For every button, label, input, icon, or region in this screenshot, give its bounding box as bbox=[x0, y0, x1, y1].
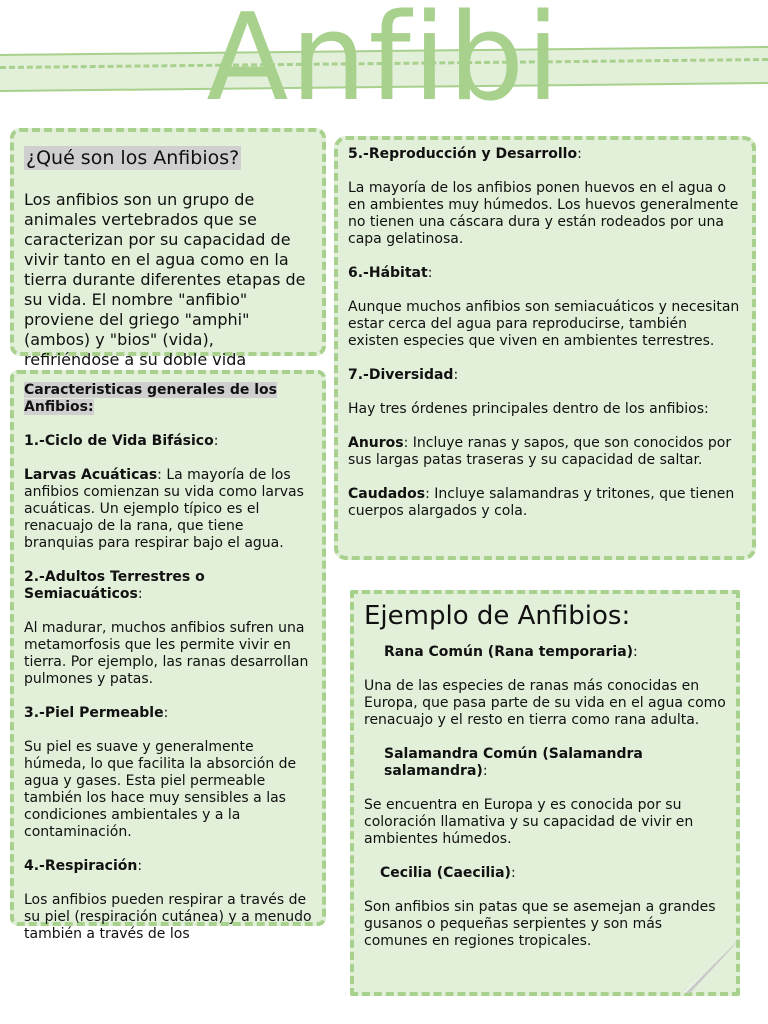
section-title: 7.-Diversidad bbox=[348, 367, 454, 383]
section-text: Los anfibios pueden respirar a través de su piel (respiración cutánea) y a menudo también a través de los bbox=[24, 892, 312, 942]
intro-panel bbox=[10, 128, 326, 369]
reproduction-habitat-panel: 5.-Reproducción y Desarrollo: La mayoría de los anfibios ponen huevos en el agua o en ambientes muy húmedos. Los huevos generalmente no tienen una cáscara dura y están rodeados por una capa gelatinosa. 6.-Hábitat: Aunque muchos anfibios son semiacuáticos y necesitan estar cerca del agua para reproducirse, también existen especies que viven en ambientes terrestres. 7.-Diversidad: Hay tres órdenes principales dentro de los anfibios: Anuros: Incluye ranas y sapos, que son conocidos por sus largas patas traseras y su capacidad de saltar. Caudados: Incluye salamandras y tritones, que tienen cuerpos alargados y cola. bbox=[334, 136, 756, 560]
section-text: Aunque muchos anfibios son semiacuáticos y necesitan estar cerca del agua para reproducirse, también existen especies que viven en ambientes terrestres. bbox=[348, 299, 740, 349]
section-title: 5.-Reproducción y Desarrollo bbox=[348, 146, 578, 162]
section-text: : La mayoría de los anfibios comienzan su vida como larvas acuáticas. Un ejemplo típico es el renacuajo de la rana, que tiene branquias para respirar bajo el agua. bbox=[24, 467, 304, 551]
page-title: Anfibi bbox=[206, 0, 562, 128]
order-text: : Incluye ranas y sapos, que son conocidos por sus largas patas traseras y su capacidad de saltar. bbox=[348, 435, 732, 468]
subsection-title: Larvas Acuáticas bbox=[24, 467, 158, 483]
section-text: Su piel es suave y generalmente húmeda, lo que facilita la absorción de agua y gases. Esta piel permeable también los hace muy sensibles a las condiciones ambientales y a la contaminación. bbox=[24, 739, 297, 840]
example-title: Cecilia (Caecilia) bbox=[380, 865, 511, 881]
example-text: Una de las especies de ranas más conocidas en Europa, que pasa parte de su vida en el agua como renacuajo y el resto en tierra como rana adulta. bbox=[364, 678, 726, 728]
example-text: Son anfibios sin patas que se asemejan a grandes gusanos o pequeñas serpientes y son más comunes en regiones tropicales. bbox=[364, 899, 716, 949]
characteristics-heading: Caracteristicas generales de los Anfibios: bbox=[24, 382, 278, 415]
order-text: : Incluye salamandras y tritones, que tienen cuerpos alargados y cola. bbox=[348, 486, 735, 519]
example-title: Salamandra Común (Salamandra salamandra) bbox=[384, 746, 643, 779]
section-title: 3.-Piel Permeable bbox=[24, 705, 164, 721]
example-text: Se encuentra en Europa y es conocida por su coloración llamativa y su capacidad de vivir en ambientes húmedos. bbox=[364, 797, 694, 847]
intro-text: Los anfibios son un grupo de animales vertebrados que se caracterizan por su capacidad de vivir tanto en el agua como en la tierra durante diferentes etapas de su vida. El nombre "anfibio" proviene del griego "amphi" (ambos) y "bios" (vida), refiriéndose a su doble vida bbox=[24, 190, 306, 369]
characteristics-panel: Caracteristicas generales de los Anfibios: 1.-Ciclo de Vida Bifásico: Larvas Acuáticas: La mayoría de los anfibios comienzan su vida como larvas acuáticas. Un ejemplo típico es el renacuajo de la rana, que tiene branquias para respirar bajo el agua. 2.-Adultos Terrestres o Semiacuáticos: Al madurar, muchos anfibios sufren una metamorfosis que les permite vivir en tierra. Por ejemplo, las ranas desarrollan pulmones y patas. 3.-Piel Permeable: Su piel es suave y generalmente húmeda, lo que facilita la absorción de agua y gases. Esta piel permeable también los hace muy sensibles a las condiciones ambientales y a la contaminación. 4.-Respiración: Los anfibios pueden respirar a través de su piel (respiración cutánea) y a menudo también a través de los bbox=[10, 370, 326, 926]
examples-heading: Ejemplo de Anfibios: bbox=[364, 601, 631, 631]
section-title: 2.-Adultos Terrestres o Semiacuáticos bbox=[24, 569, 205, 602]
order-title: Caudados bbox=[348, 486, 426, 502]
section-title: 4.-Respiración bbox=[24, 858, 138, 874]
section-title: 6.-Hábitat bbox=[348, 265, 428, 281]
order-title: Anuros bbox=[348, 435, 404, 451]
example-title: Rana Común (Rana temporaria) bbox=[384, 644, 634, 660]
section-title: 1.-Ciclo de Vida Bifásico bbox=[24, 433, 214, 449]
section-text: La mayoría de los anfibios ponen huevos en el agua o en ambientes muy húmedos. Los huevos generalmente no tienen una cáscara dura y están rodeados por una capa gelatinosa. bbox=[348, 180, 739, 247]
examples-panel: Ejemplo de Anfibios: Rana Común (Rana temporaria): Una de las especies de ranas más conocidas en Europa, que pasa parte de su vida en el agua como renacuajo y el resto en tierra como rana adulta. Salamandra Común (Salamandra salamandra): Se encuentra en Europa y es conocida por su coloración llamativa y su capacidad de vivir en ambientes húmedos. Cecilia (Caecilia): Son anfibios sin patas que se asemejan a grandes gusanos o pequeñas serpientes y son más comunes en regiones tropicales. bbox=[350, 590, 740, 996]
section-text: Hay tres órdenes principales dentro de los anfibios: bbox=[348, 401, 709, 417]
section-text: Al madurar, muchos anfibios sufren una metamorfosis que les permite vivir en tierra. Por ejemplo, las ranas desarrollan pulmones y patas. bbox=[24, 620, 309, 687]
intro-heading: ¿Qué son los Anfibios? bbox=[26, 147, 240, 169]
